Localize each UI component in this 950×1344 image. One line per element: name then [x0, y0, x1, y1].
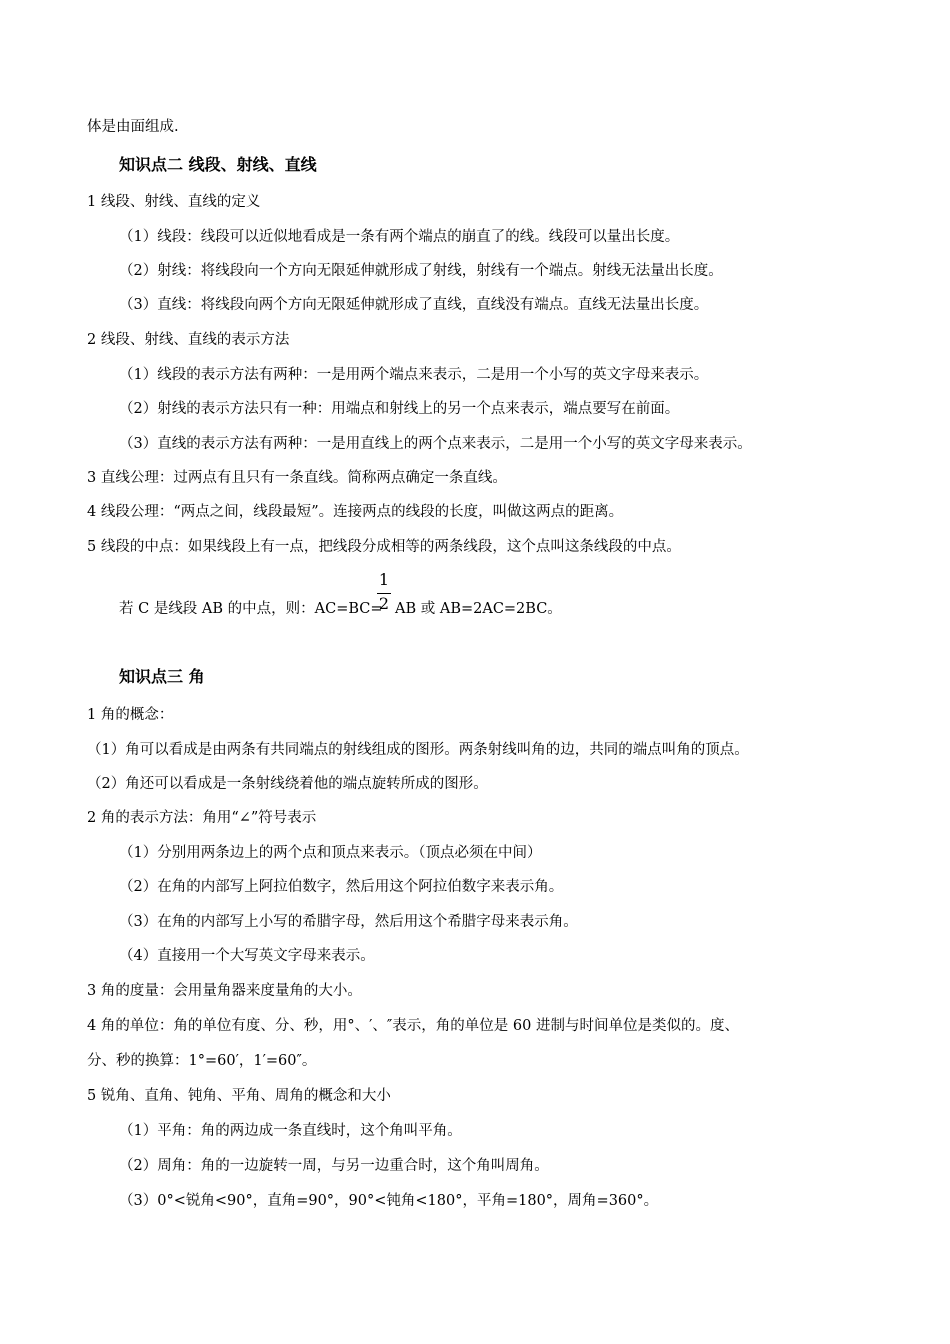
- line-axiom: 3 直线公理：过两点有且只有一条直线。简称两点确定一条直线。: [87, 470, 507, 486]
- angle-unit-line-2: 分、秒的换算：1°=60′，1′=60″。: [87, 1053, 317, 1069]
- angle-notation-1: （1）分别用两条边上的两个点和顶点来表示。（顶点必须在中间）: [119, 845, 542, 861]
- angle-concept-2: （2）角还可以看成是一条射线绕着他的端点旋转所成的图形。: [87, 776, 488, 792]
- fraction-denominator: 2: [378, 594, 390, 613]
- notation-line: （3）直线的表示方法有两种：一是用直线上的两个点来表示，二是用一个小写的英文字母来表示。: [119, 436, 752, 452]
- notation-segment: （1）线段的表示方法有两种：一是用两个端点来表示，二是用一个小写的英文字母来表示。: [119, 367, 709, 383]
- notation-ray: （2）射线的表示方法只有一种：用端点和射线上的另一个点来表示，端点要写在前面。: [119, 401, 680, 417]
- angle-notation-2: （2）在角的内部写上阿拉伯数字，然后用这个阿拉伯数字来表示角。: [119, 879, 564, 895]
- midpoint-definition: 5 线段的中点：如果线段上有一点，把线段分成相等的两条线段，这个点叫这条线段的中点。: [87, 539, 681, 555]
- angle-types-title: 5 锐角、直角、钝角、平角、周角的概念和大小: [87, 1088, 391, 1104]
- def-segment: （1）线段：线段可以近似地看成是一条有两个端点的崩直了的线。线段可以量出长度。: [119, 229, 680, 245]
- def-ray: （2）射线：将线段向一个方向无限延伸就形成了射线，射线有一个端点。射线无法量出长度。: [119, 263, 723, 279]
- angle-concept-title: 1 角的概念：: [87, 707, 174, 723]
- midpoint-formula-pre: 若 C 是线段 AB 的中点，则：AC=BC=: [119, 601, 383, 617]
- section2-notation-title: 2 线段、射线、直线的表示方法: [87, 332, 290, 348]
- angle-unit-line-1: 4 角的单位：角的单位有度、分、秒，用°、′、″表示，角的单位是 60 进制与时间单位是类似的。度、: [87, 1018, 739, 1034]
- angle-type-full: （2）周角：角的一边旋转一周，与另一边重合时，这个角叫周角。: [119, 1158, 549, 1174]
- angle-notation-title: 2 角的表示方法：角用“∠”符号表示: [87, 810, 317, 826]
- angle-type-straight: （1）平角：角的两边成一条直线时，这个角叫平角。: [119, 1123, 462, 1139]
- segment-axiom: 4 线段公理：“两点之间，线段最短”。连接两点的线段的长度，叫做这两点的距离。: [87, 504, 624, 520]
- angle-concept-1: （1）角可以看成是由两条有共同端点的射线组成的图形。两条射线叫角的边，共同的端点叫角的顶点。: [87, 742, 749, 758]
- section2-heading: 知识点二 线段、射线、直线: [119, 155, 317, 174]
- intro-tail-text: 体是由面组成.: [87, 119, 179, 135]
- midpoint-formula-post: AB 或 AB=2AC=2BC。: [395, 601, 562, 617]
- section3-heading: 知识点三 角: [119, 667, 205, 686]
- def-line: （3）直线：将线段向两个方向无限延伸就形成了直线，直线没有端点。直线无法量出长度。: [119, 297, 709, 313]
- section2-def-title: 1 线段、射线、直线的定义: [87, 194, 261, 210]
- angle-type-ranges: （3）0°<锐角<90°，直角=90°，90°<钝角<180°，平角=180°，周角=360°。: [119, 1193, 659, 1209]
- angle-notation-4: （4）直接用一个大写英文字母来表示。: [119, 948, 375, 964]
- angle-measure: 3 角的度量：会用量角器来度量角的大小。: [87, 983, 362, 999]
- fraction-numerator: 1: [378, 570, 390, 589]
- angle-notation-3: （3）在角的内部写上小写的希腊字母，然后用这个希腊字母来表示角。: [119, 914, 578, 930]
